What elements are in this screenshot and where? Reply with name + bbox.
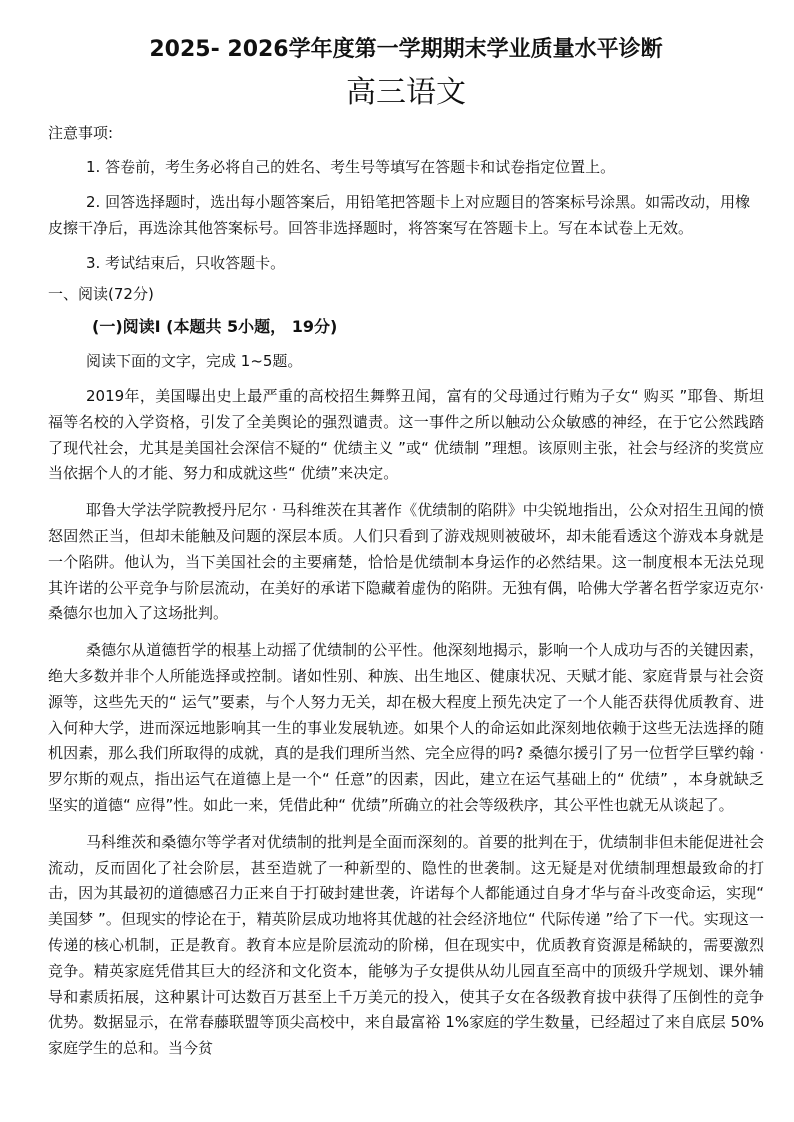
note-item-3: 3. 考试结束后，只收答题卡。 xyxy=(86,254,286,272)
subject-title: 高三语文 xyxy=(346,75,466,110)
notes-heading: 注意事项: xyxy=(48,124,114,142)
exam-title: 2025- 2026学年度第一学期期末学业质量水平诊断 xyxy=(149,37,663,62)
subsection-heading: (一)阅读Ⅰ (本题共 5小题， 19分) xyxy=(92,317,338,336)
note-item-2: 2. 回答选择题时，选出每小题答案后，用铅笔把答题卡上对应题目的答案标号涂黑。如需改动，用橡皮擦干净后，再选涂其他答案标号。回答非选择题时，将答案写在答题卡上。写在本试卷上无效。 xyxy=(48,193,751,237)
passage-paragraph-4: 马科维茨和桑德尔等学者对优绩制的批判是全面而深刻的。首要的批判在于，优绩制非但未能促进社会流动，反而固化了社会阶层，甚至造就了一种新型的、隐性的世袭制。这无疑是对优绩制理想最致命的打击，因为其最初的道德感召力正来自于打破封建世袭，许诺每个人都能通过自身才华与奋斗改变命运，实现“ 美国梦 ”。但现实的悖论在于，精英阶层成功地将其优越的社会经济地位“ 代际传递 ”给了下一代。实现这一传递的核心机制，正是教育。教育本应是阶层流动的阶梯，但在现实中，优质教育资源是稀缺的，需要激烈竞争。精英家庭凭借其巨大的经济和文化资本，能够为子女提供从幼儿园直至高中的顶级升学规划、课外辅导和素质拓展，这种累计可达数百万甚至上千万美元的投入，使其子女在各级教育拔中获得了压倒性的竞争优势。数据显示，在常春藤联盟等顶尖高校中，来自最富裕 1%家庭的学生数量，已经超过了来自底层 50%家庭学生的总和。当今贫 xyxy=(48,832,764,1058)
passage-paragraph-1: 2019年，美国曝出史上最严重的高校招生舞弊丑闻，富有的父母通过行贿为子女“ 购买 ”耶鲁、斯坦福等名校的入学资格，引发了全美舆论的强烈谴责。这一事件之所以触动公众敏感的神经，在于它公然践踏了现代社会，尤其是美国社会深信不疑的“ 优绩主义 ”或“ 优绩制 ”理想。该原则主张，社会与经济的奖赏应当依据个人的才能、努力和成就这些“ 优绩”来决定。 xyxy=(48,387,764,483)
note-item-1: 1. 答卷前，考生务必将自己的姓名、考生号等填写在答题卡和试卷指定位置上。 xyxy=(86,158,616,176)
section-heading: 一、阅读(72分) xyxy=(48,285,154,303)
notes-section xyxy=(48,121,764,276)
passage-paragraph-2: 耶鲁大学法学院教授丹尼尔 · 马科维茨在其著作《优绩制的陷阱》中尖锐地指出，公众对招生丑闻的愤怒固然正当，但却未能触及问题的深层本质。人们只看到了游戏规则被破坏，却未能看透这个游戏本身就是一个陷阱。他认为，当下美国社会的主要痛楚，恰恰是优绩制本身运作的必然结果。这一制度根本无法兑现其许诺的公平竞争与阶层流动，在美好的承诺下隐藏着虚伪的陷阱。无独有偶，哈佛大学著名哲学家迈克尔· 桑德尔也加入了这场批判。 xyxy=(48,501,764,623)
reading-passage xyxy=(48,384,764,1062)
reading-instruction: 阅读下面的文字，完成 1~5题。 xyxy=(86,352,303,370)
passage-paragraph-3: 桑德尔从道德哲学的根基上动摇了优绩制的公平性。他深刻地揭示，影响一个人成功与否的关键因素，绝大多数并非个人所能选择或控制。诸如性别、种族、出生地区、健康状况、天赋才能、家庭背景与社会资源等，这些先天的“ 运气”要素，与个人努力无关，却在极大程度上预先决定了一个人能否获得优质教育、进入何种大学，进而深远地影响其一生的事业发展轨迹。如果个人的命运如此深刻地依赖于这些无法选择的随机因素，那么我们所取得的成就，真的是我们理所当然、完全应得的吗? 桑德尔援引了另一位哲学巨擘约翰 · 罗尔斯的观点，指出运气在道德上是一个“ 任意”的因素，因此，建立在运气基础上的“ 优绩” ，本身就缺乏坚实的道德“ 应得”性。如此一来，凭借此种“ 优绩”所确立的社会等级秩序，其公平性也就无从谈起了。 xyxy=(48,641,764,814)
